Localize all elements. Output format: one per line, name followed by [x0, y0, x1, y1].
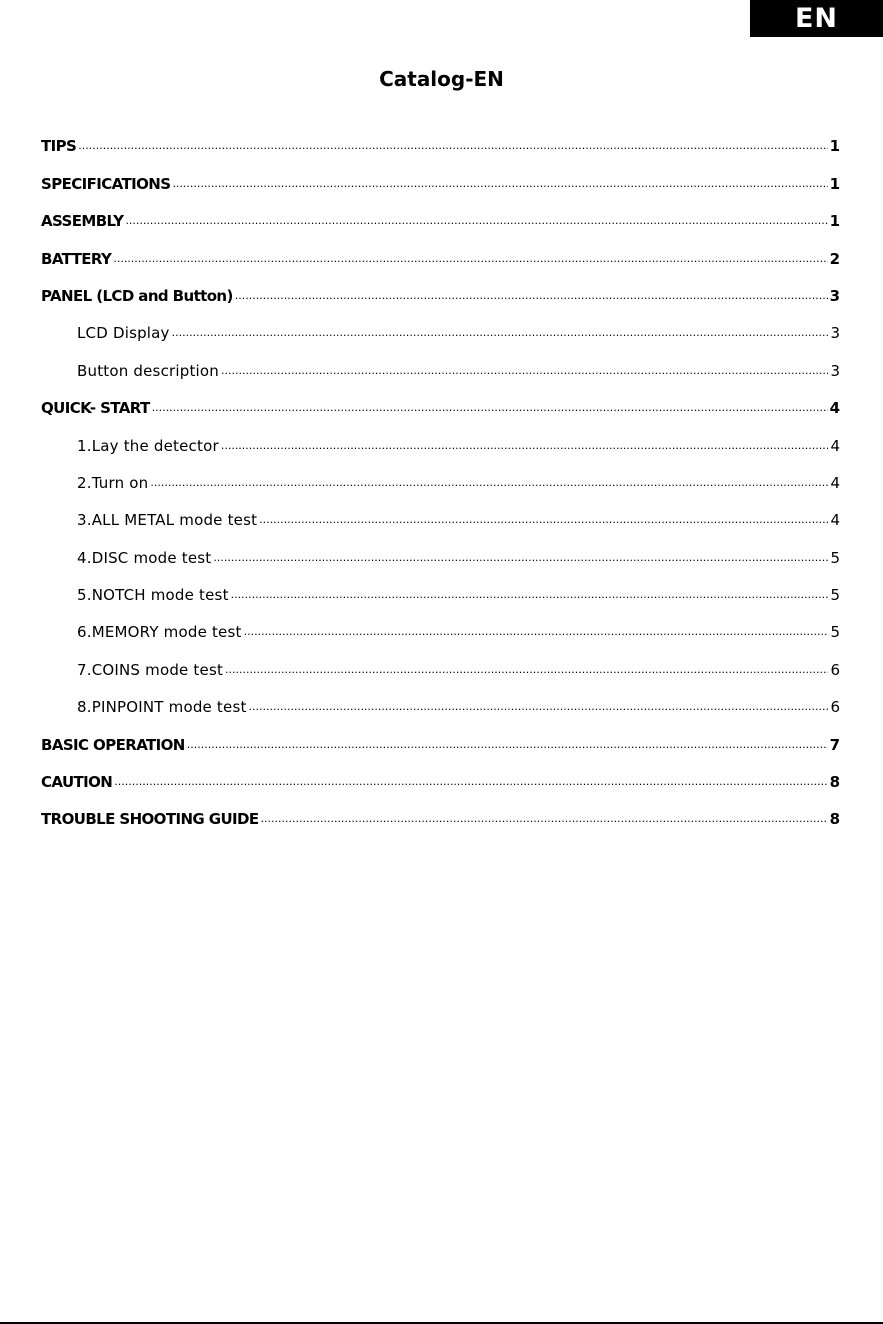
toc-entry-notch-mode-test[interactable]: [41, 570, 840, 607]
toc-dot-leader: [261, 807, 828, 831]
toc-entry-label: CAUTION: [41, 773, 113, 792]
toc-page-number: 1: [829, 174, 840, 193]
toc-dot-leader: [152, 396, 828, 420]
toc-dot-leader: [235, 284, 828, 308]
toc-page-number: 1: [829, 212, 840, 231]
toc-entry-label: BASIC OPERATION: [41, 735, 185, 754]
toc-entry-panel[interactable]: [41, 271, 840, 308]
toc-page-number: 4: [830, 436, 840, 455]
toc-page-number: 3: [829, 286, 840, 305]
toc-entry-turn-on[interactable]: [41, 458, 840, 495]
toc-entry-label: 2.Turn on: [77, 473, 149, 492]
toc-page-number: 1: [829, 137, 840, 156]
toc-dot-leader: [125, 209, 827, 233]
toc-entry-label: LCD Display: [77, 324, 170, 343]
toc-dot-leader: [114, 770, 827, 794]
toc-entry-assembly[interactable]: [41, 196, 840, 233]
toc-entry-label: 3.ALL METAL mode test: [77, 511, 258, 530]
toc-entry-lcd-display[interactable]: [41, 308, 840, 345]
toc-dot-leader: [231, 583, 829, 607]
toc-entry-label: 4.DISC mode test: [77, 548, 212, 567]
toc-entry-memory-mode-test[interactable]: [41, 607, 840, 644]
toc-dot-leader: [213, 546, 828, 570]
toc-page-number: 3: [830, 324, 840, 343]
toc-dot-leader: [259, 508, 828, 532]
toc-dot-leader: [172, 172, 827, 196]
toc-entry-trouble-shooting-guide[interactable]: [41, 794, 840, 831]
toc-page-number: 6: [830, 698, 840, 717]
toc-dot-leader: [221, 434, 829, 458]
toc-entry-battery[interactable]: [41, 233, 840, 270]
toc-entry-coins-mode-test[interactable]: [41, 644, 840, 681]
toc-entry-label: QUICK- START: [41, 399, 150, 418]
toc-dot-leader: [244, 620, 829, 644]
toc-entry-pinpoint-mode-test[interactable]: [41, 682, 840, 719]
toc-entry-label: PANEL (LCD and Button): [41, 286, 233, 305]
toc-page-number: 2: [829, 249, 840, 268]
toc-page-number: 5: [830, 586, 840, 605]
toc-entry-quick-start[interactable]: [41, 383, 840, 420]
toc-entry-lay-the-detector[interactable]: [41, 420, 840, 457]
toc-page-number: 6: [830, 660, 840, 679]
toc-entry-label: ASSEMBLY: [41, 212, 124, 231]
toc-entry-basic-operation[interactable]: [41, 719, 840, 756]
toc-dot-leader: [187, 733, 828, 757]
toc-entry-disc-mode-test[interactable]: [41, 532, 840, 569]
toc-entry-label: 1.Lay the detector: [77, 436, 219, 455]
toc-entry-specifications[interactable]: [41, 158, 840, 195]
page-title: Catalog-EN: [379, 67, 504, 91]
toc-dot-leader: [150, 471, 828, 495]
toc-page-number: 5: [830, 548, 840, 567]
toc-entry-label: 8.PINPOINT mode test: [77, 698, 247, 717]
toc-page-number: 4: [829, 399, 840, 418]
toc-entry-button-description[interactable]: [41, 345, 840, 382]
toc-page-number: 8: [829, 773, 840, 792]
toc-dot-leader: [78, 134, 827, 158]
language-badge: EN: [750, 0, 883, 37]
toc-dot-leader: [249, 695, 829, 719]
toc-entry-label: 6.MEMORY mode test: [77, 623, 242, 642]
toc-entry-caution[interactable]: [41, 757, 840, 794]
toc-entry-label: SPECIFICATIONS: [41, 174, 171, 193]
toc-entry-tips[interactable]: [41, 121, 840, 158]
toc-entry-all-metal-mode-test[interactable]: [41, 495, 840, 532]
toc-dot-leader: [113, 247, 827, 271]
toc-dot-leader: [225, 658, 828, 682]
toc-page-number: 4: [830, 473, 840, 492]
toc-dot-leader: [172, 321, 829, 345]
toc-entry-label: TIPS: [41, 137, 77, 156]
toc-page-number: 7: [829, 735, 840, 754]
toc-page-number: 3: [830, 361, 840, 380]
toc-entry-label: 7.COINS mode test: [77, 660, 224, 679]
toc-entry-label: BATTERY: [41, 249, 112, 268]
toc-entry-label: Button description: [77, 361, 220, 380]
toc-page-number: 5: [830, 623, 840, 642]
toc-entry-label: 5.NOTCH mode test: [77, 586, 229, 605]
toc-page-number: 4: [830, 511, 840, 530]
toc-page-number: 8: [829, 810, 840, 829]
table-of-contents: [41, 121, 840, 831]
toc-entry-label: TROUBLE SHOOTING GUIDE: [41, 810, 259, 829]
toc-dot-leader: [221, 359, 828, 383]
